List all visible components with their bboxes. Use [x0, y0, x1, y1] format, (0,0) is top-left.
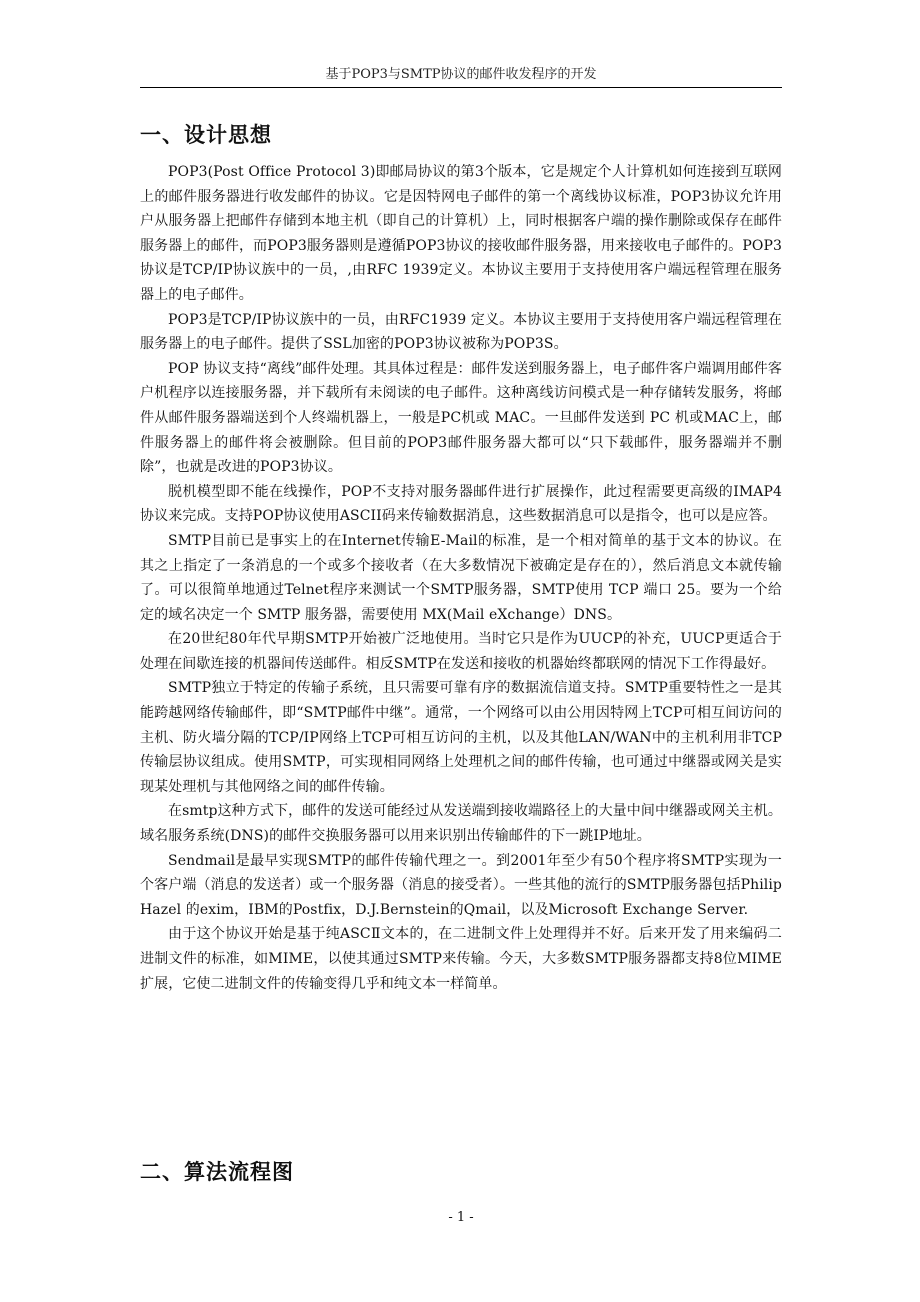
paragraph: 脱机模型即不能在线操作，POP不支持对服务器邮件进行扩展操作，此过程需要更高级的IMAP4协议来完成。支持POP协议使用ASCII码来传输数据消息，这些数据消息可以是指令，也可以是应答。	[140, 483, 782, 525]
paragraph: 在smtp这种方式下，邮件的发送可能经过从发送端到接收端路径上的大量中间中继器或网关主机。域名服务系统(DNS)的邮件交换服务器可以用来识别出传输邮件的下一跳IP地址。	[140, 803, 782, 845]
paragraph: Sendmail是最早实现SMTP的邮件传输代理之一。到2001年至少有50个程序将SMTP实现为一个客户端（消息的发送者）或一个服务器（消息的接受者）。一些其他的流行的SMTP服务器包括Philip Hazel 的exim，IBM的Postfix，D.J.Bernstein的Qmail，以及Microsoft Exchange Server.	[140, 852, 782, 918]
paragraph: POP3是TCP/IP协议族中的一员，由RFC1939 定义。本协议主要用于支持使用客户端远程管理在服务器上的电子邮件。提供了SSL加密的POP3协议被称为POP3S。	[140, 311, 782, 353]
page-number: - 1 -	[448, 1210, 474, 1225]
document-body	[140, 160, 782, 996]
paragraph: SMTP独立于特定的传输子系统，且只需要可靠有序的数据流信道支持。SMTP重要特性之一是其能跨越网络传输邮件，即“SMTP邮件中继”。通常，一个网络可以由公用因特网上TCP可相互间访问的主机、防火墙分隔的TCP/IP网络上TCP可相互访问的主机，以及其他LAN/WAN中的主机利用非TCP传输层协议组成。使用SMTP，可实现相同网络上处理机之间的邮件传输，也可通过中继器或网关是实现某处理机与其他网络之间的邮件传输。	[140, 680, 782, 795]
paragraph: POP3(Post Office Protocol 3)即邮局协议的第3个版本，它是规定个人计算机如何连接到互联网上的邮件服务器进行收发邮件的协议。它是因特网电子邮件的第一个离线协议标准，POP3协议允许用户从服务器上把邮件存储到本地主机（即自己的计算机）上，同时根据客户端的操作删除或保存在邮件服务器上的邮件，而POP3服务器则是遵循POP3协议的接收邮件服务器，用来接收电子邮件的。POP3协议是TCP/IP协议族中的一员，,由RFC 1939定义。本协议主要用于支持使用客户端远程管理在服务器上的电子邮件。	[140, 164, 782, 303]
section-heading-design: 一、设计思想	[140, 123, 272, 147]
paragraph: 在20世纪80年代早期SMTP开始被广泛地使用。当时它只是作为UUCP的补充，UUCP更适合于处理在间歇连接的机器间传送邮件。相反SMTP在发送和接收的机器始终都联网的情况下工作得最好。	[140, 631, 782, 672]
paragraph: 由于这个协议开始是基于纯ASCⅡ文本的，在二进制文件上处理得并不好。后来开发了用来编码二进制文件的标准，如MIME，以使其通过SMTP来传输。今天，大多数SMTP服务器都支持8位MIME扩展，它使二进制文件的传输变得几乎和纯文本一样简单。	[140, 926, 782, 992]
paragraph: SMTP目前已是事实上的在Internet传输E-Mail的标准，是一个相对简单的基于文本的协议。在其之上指定了一条消息的一个或多个接收者（在大多数情况下被确定是存在的），然后消息文本就传输了。可以很简单地通过Telnet程序来测试一个SMTP服务器，SMTP使用 TCP 端口 25。要为一个给定的域名决定一个 SMTP 服务器，需要使用 MX(Mail eXchange）DNS。	[140, 532, 782, 623]
section-heading-flowchart: 二、算法流程图	[140, 1160, 294, 1184]
header-divider	[140, 87, 782, 88]
running-header: 基于POP3与SMTP协议的邮件收发程序的开发	[325, 67, 597, 82]
paragraph: POP 协议支持“离线”邮件处理。其具体过程是：邮件发送到服务器上，电子邮件客户端调用邮件客户机程序以连接服务器，并下载所有未阅读的电子邮件。这种离线访问模式是一种存储转发服务，将邮件从邮件服务器端送到个人终端机器上，一般是PC机或 MAC。一旦邮件发送到 PC 机或MAC上，邮件服务器上的邮件将会被删除。但目前的POP3邮件服务器大都可以“只下载邮件，服务器端并不删除”，也就是改进的POP3协议。	[140, 360, 782, 476]
